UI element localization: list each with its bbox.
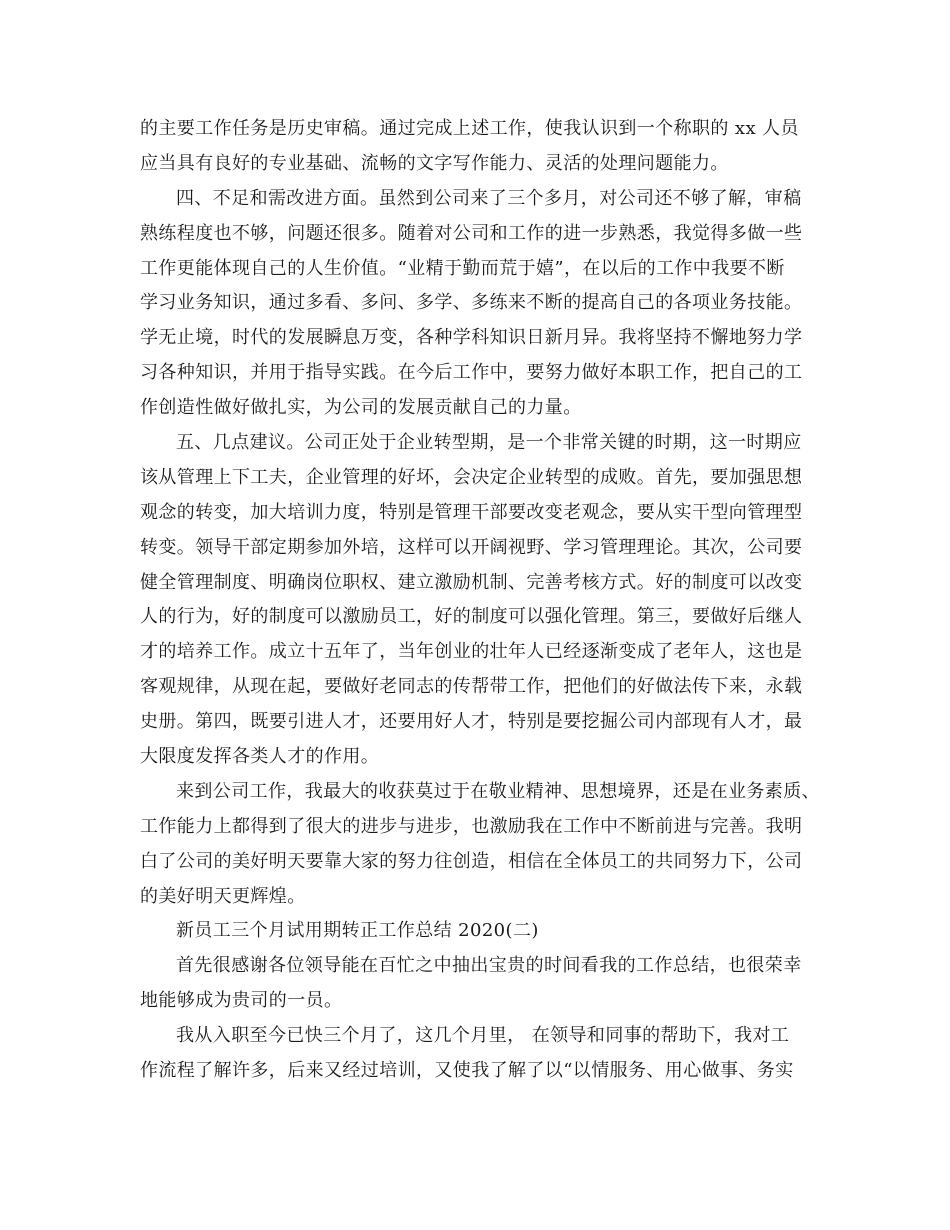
text-line: 健全管理制度、明确岗位职权、建立激励机制、完善考核方式。好的制度可以改变	[140, 571, 803, 593]
text-line: 应当具有良好的专业基础、流畅的文字写作能力、灵活的处理问题能力。	[140, 152, 729, 174]
text-line: 的美好明天更辉煌。	[140, 885, 306, 907]
text-line: 熟练程度也不够，问题还很多。随着对公司和工作的进一步熟悉，我觉得多做一些	[140, 222, 803, 244]
text-line: 学习业务知识，通过多看、多问、多学、多练来不断的提高自己的各项业务技能。	[140, 292, 803, 314]
document-page	[140, 112, 820, 1089]
text-line: 作流程了解许多，后来又经过培训，又使我了解了以“以情服务、用心做事、务实	[140, 1060, 794, 1082]
text-line: 习各种知识，并用于指导实践。在今后工作中，要努力做好本职工作，把自己的工	[140, 362, 803, 384]
text-line: 该从管理上下工夫，企业管理的好坏，会决定企业转型的成败。首先，要加强思想	[140, 466, 803, 488]
text-line: 白了公司的美好明天要靠大家的努力往创造，相信在全体员工的共同努力下，公司	[140, 850, 803, 872]
text-line: 五、几点建议。公司正处于企业转型期，是一个非常关键的时期，这一时期应	[176, 432, 802, 454]
text-line: 首先很感谢各位领导能在百忙之中抽出宝贵的时间看我的工作总结，也很荣幸	[176, 955, 802, 977]
text-line: 客观规律，从现在起，要做好老同志的传帮带工作，把他们的好做法传下来，永载	[140, 676, 803, 698]
text-line: 四、不足和需改进方面。虽然到公司来了三个多月，对公司还不够了解，审稿	[176, 187, 802, 209]
text-line: 学无止境，时代的发展瞬息万变，各种学科知识日新月异。我将坚持不懈地努力学	[140, 327, 803, 349]
text-line: 工作能力上都得到了很大的进步与进步，也激励我在工作中不断前进与完善。我明	[140, 815, 803, 837]
text-line: 地能够成为贵司的一员。	[140, 990, 343, 1012]
text-line: 来到公司工作，我最大的收获莫过于在敬业精神、思想境界，还是在业务素质、	[176, 780, 820, 802]
text-line: 新员工三个月试用期转正工作总结 2020(二)	[176, 920, 539, 942]
text-line: 观念的转变，加大培训力度，特别是管理干部要改变老观念，要从实干型向管理型	[140, 501, 803, 523]
text-line: 作创造性做好做扎实，为公司的发展贡献自己的力量。	[140, 397, 582, 419]
text-line: 史册。第四，既要引进人才，还要用好人才，特别是要挖掘公司内部现有人才，最	[140, 711, 803, 733]
text-line: 工作更能体现自己的人生价值。“业精于勤而荒于嬉”，在以后的工作中我要不断	[140, 257, 785, 279]
text-line: 人的行为，好的制度可以激励员工，好的制度可以强化管理。第三，要做好后继人	[140, 606, 803, 628]
text-line: 大限度发挥各类人才的作用。	[140, 746, 380, 768]
text-line: 才的培养工作。成立十五年了，当年创业的壮年人已经逐渐变成了老年人，这也是	[140, 641, 803, 663]
text-line: 的主要工作任务是历史审稿。通过完成上述工作，使我认识到一个称职的 xx 人员	[140, 118, 799, 139]
text-line: 转变。领导干部定期参加外培，这样可以开阔视野、学习管理理论。其次，公司要	[140, 536, 803, 558]
text-line: 我从入职至今已快三个月了，这几个月里， 在领导和同事的帮助下，我对工	[176, 1025, 790, 1047]
